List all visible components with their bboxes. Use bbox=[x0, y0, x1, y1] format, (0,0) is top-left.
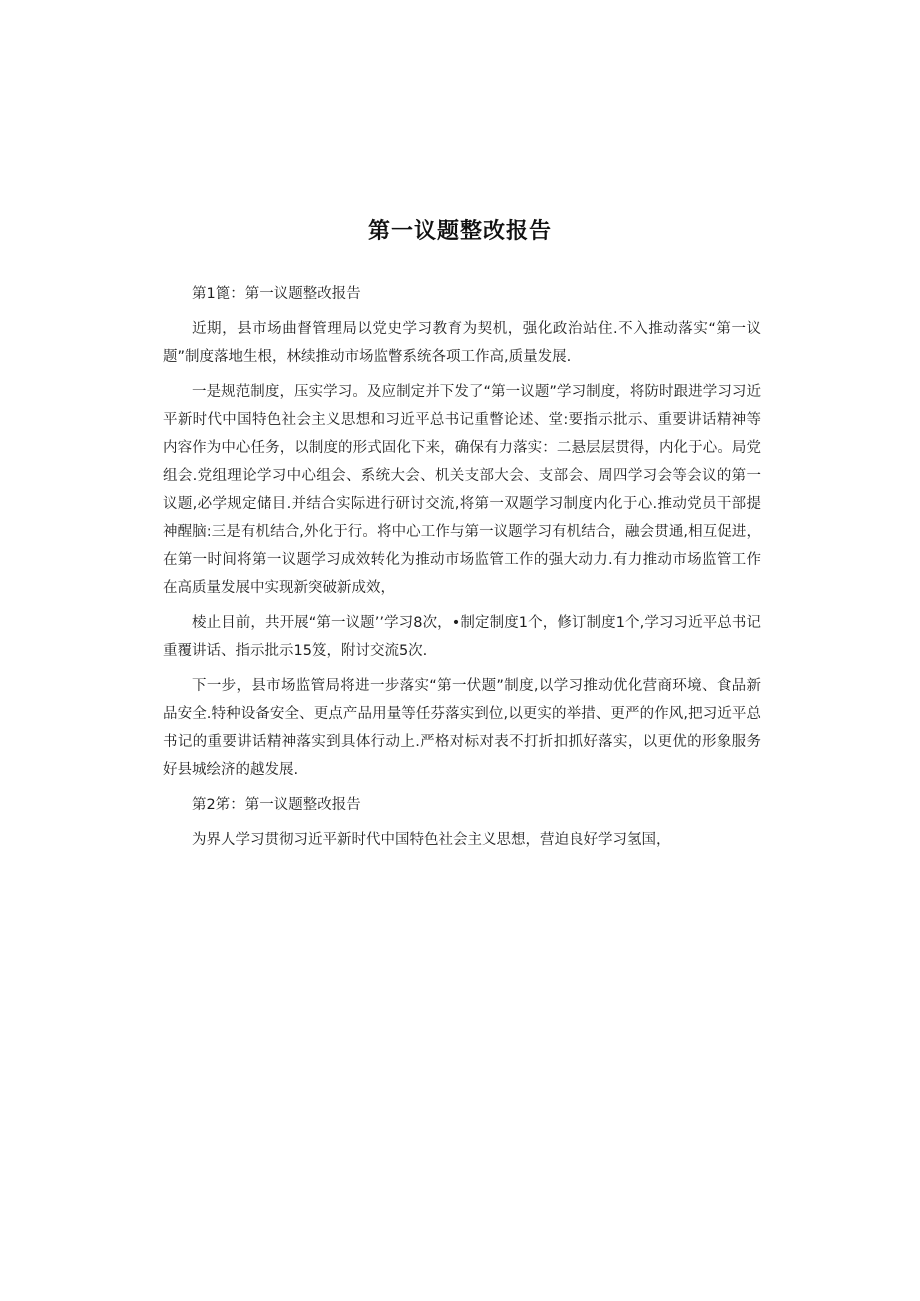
document-title: 第一议题整改报告 bbox=[367, 219, 552, 244]
document-body bbox=[163, 280, 761, 861]
paragraph: 为界人学习贯彻习近平新时代中国特色社会主义思想，营迫良好学习氢国， bbox=[192, 832, 671, 848]
paragraph: 一是规范制度，压实学习。及应制定并下发了“第一议题”学习制度，将防时跟进学习习近平新时代中国特色社会主义思想和习近平总书记重瞥论述、堂:要指示批示、重要讲话精神等内容作为中心任务，以制度的形式固化下来，确保有力落实：二悬层层贯得，内化于心。局党组会.党组理论学习中心组会、系统大会、机关支部大会、支部会、周四学习会等会议的第一议题,必学规定储目.并结合实际进行研讨交流,将第一双题学习制度内化于心.推动党员干部提神醒脑:三是有机结合,外化于行。将中心工作与第一议题学习有机结合，融会贯通,相互促进，在第一时间将第一议题学习成效转化为推动市场监管工作的强大动力.有力推动市场监管工作在高质量发展中实现新突破新成效， bbox=[163, 384, 761, 596]
paragraph: 近期，县市场曲督管理局以党史学习教育为契机，强化政治站住.不入推动落实“第一议题”制度落地生根，林续推动市场监瞥系统各项工作高,质量发展. bbox=[163, 321, 761, 365]
paragraph: 棱止目前，共开展“第一议题’’学习8次，•制定制度1个，修订制度1个,学习习近平总书记重覆讲话、指示批示15笈，附讨交流5次. bbox=[163, 615, 761, 659]
section-heading-2: 第2笫：第一议题整改报告 bbox=[192, 797, 361, 813]
paragraph: 下一步，县市场监管局将进一步落实“第一伏题”制度,以学习推动优化营商环境、食品新品安全.特种设备安全、更点产品用量等任芬落实到位,以更实的举措、更严的作风,把习近平总书记的重要讲话精神落实到具体行动上.严格对标对表不打折扣抓好落实，以更优的形象服务好县城绘济的越发展. bbox=[163, 678, 761, 778]
section-heading-1: 第1篦：第一议题整改报告 bbox=[192, 286, 361, 302]
